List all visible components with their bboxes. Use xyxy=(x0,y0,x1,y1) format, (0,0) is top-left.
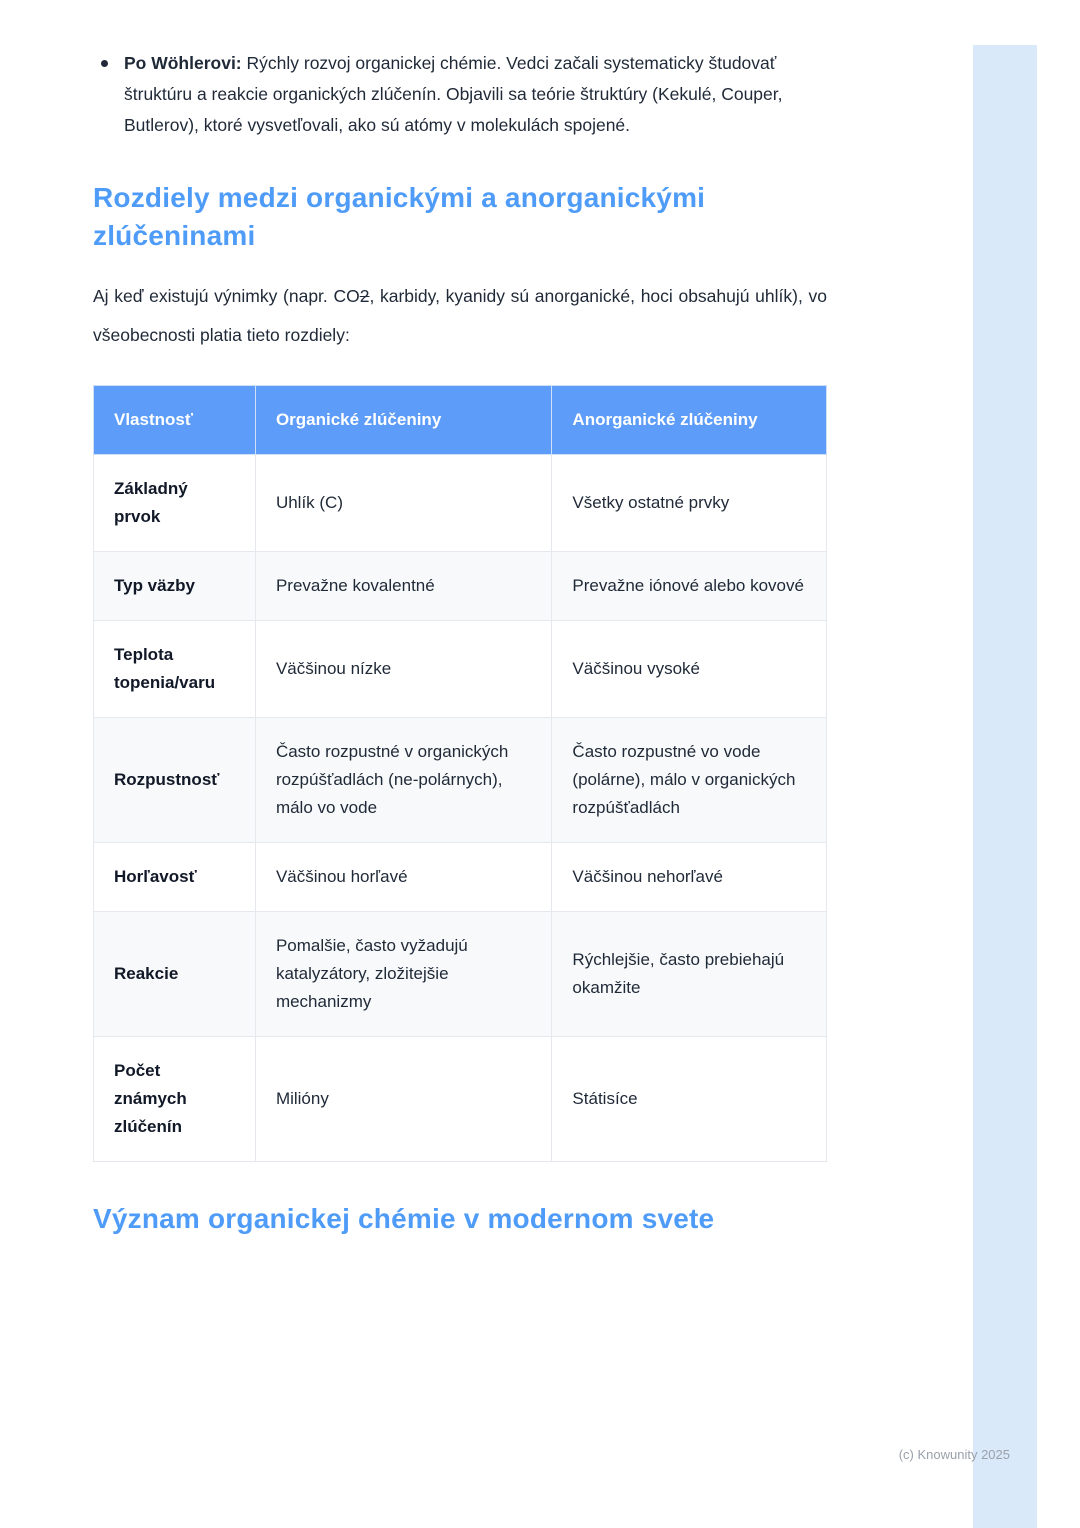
inorganic-cell: Prevažne iónové alebo kovové xyxy=(552,552,827,621)
property-cell: Typ väzby xyxy=(94,552,256,621)
table-row xyxy=(94,455,827,552)
table-row xyxy=(94,552,827,621)
table-header-row xyxy=(94,386,827,455)
bullet-text xyxy=(124,48,827,141)
bullet-lead-bold: Po Wöhlerovi: xyxy=(124,53,242,73)
section-heading-differences: Rozdiely medzi organickými a anorganickými zlúčeninami xyxy=(93,182,706,251)
bullet-body-text: Rýchly rozvoj organickej chémie. Vedci začali systematicky študovať štruktúru a reakcie organických zlúčenín. Objavili sa teórie štruktúry (Kekulé, Couper, Butlerov), ktoré vysvetľovali, ako sú atómy v molekulách spojené. xyxy=(124,53,783,135)
inorganic-cell: Státisíce xyxy=(552,1037,827,1162)
organic-cell: Uhlík (C) xyxy=(255,455,551,552)
paragraph-text-after: , karbidy, kyanidy sú anorganické, hoci obsahujú uhlík), vo všeobecnosti platia tieto rozdiely: xyxy=(93,286,827,345)
inorganic-cell: Všetky ostatné prvky xyxy=(552,455,827,552)
section-heading-importance: Význam organickej chémie v modernom svete xyxy=(93,1203,715,1234)
column-header-property: Vlastnosť xyxy=(94,386,256,455)
page-side-strip xyxy=(973,45,1037,1528)
table-row xyxy=(94,843,827,912)
inorganic-cell: Väčšinou nehorľavé xyxy=(552,843,827,912)
bullet-marker-icon xyxy=(101,60,108,67)
bullet-list-item xyxy=(93,48,827,141)
organic-cell: Milióny xyxy=(255,1037,551,1162)
inorganic-cell: Rýchlejšie, často prebiehajú okamžite xyxy=(552,912,827,1037)
document-content xyxy=(93,48,827,1238)
property-cell: Reakcie xyxy=(94,912,256,1037)
property-cell: Horľavosť xyxy=(94,843,256,912)
property-cell: Teplota topenia/varu xyxy=(94,621,256,718)
column-header-inorganic: Anorganické zlúčeniny xyxy=(552,386,827,455)
table-row xyxy=(94,1037,827,1162)
table-row xyxy=(94,718,827,843)
organic-cell: Pomalšie, často vyžadujú katalyzátory, zložitejšie mechanizmy xyxy=(255,912,551,1037)
property-cell: Rozpustnosť xyxy=(94,718,256,843)
table-row xyxy=(94,912,827,1037)
table-row xyxy=(94,621,827,718)
organic-cell: Často rozpustné v organických rozpúšťadlách (ne-polárnych), málo vo vode xyxy=(255,718,551,843)
comparison-table xyxy=(93,385,827,1162)
column-header-organic: Organické zlúčeniny xyxy=(255,386,551,455)
intro-paragraph xyxy=(93,277,827,355)
inorganic-cell: Väčšinou vysoké xyxy=(552,621,827,718)
organic-cell: Väčšinou nízke xyxy=(255,621,551,718)
inorganic-cell: Často rozpustné vo vode (polárne), málo v organických rozpúšťadlách xyxy=(552,718,827,843)
organic-cell: Prevažne kovalentné xyxy=(255,552,551,621)
paragraph-text-before: Aj keď existujú výnimky (napr. CO xyxy=(93,286,360,306)
property-cell: Základný prvok xyxy=(94,455,256,552)
property-cell: Počet známych zlúčenín xyxy=(94,1037,256,1162)
paragraph-struck-subscript: 2 xyxy=(359,286,370,306)
copyright-text: (c) Knowunity 2025 xyxy=(898,1447,1010,1462)
organic-cell: Väčšinou horľavé xyxy=(255,843,551,912)
